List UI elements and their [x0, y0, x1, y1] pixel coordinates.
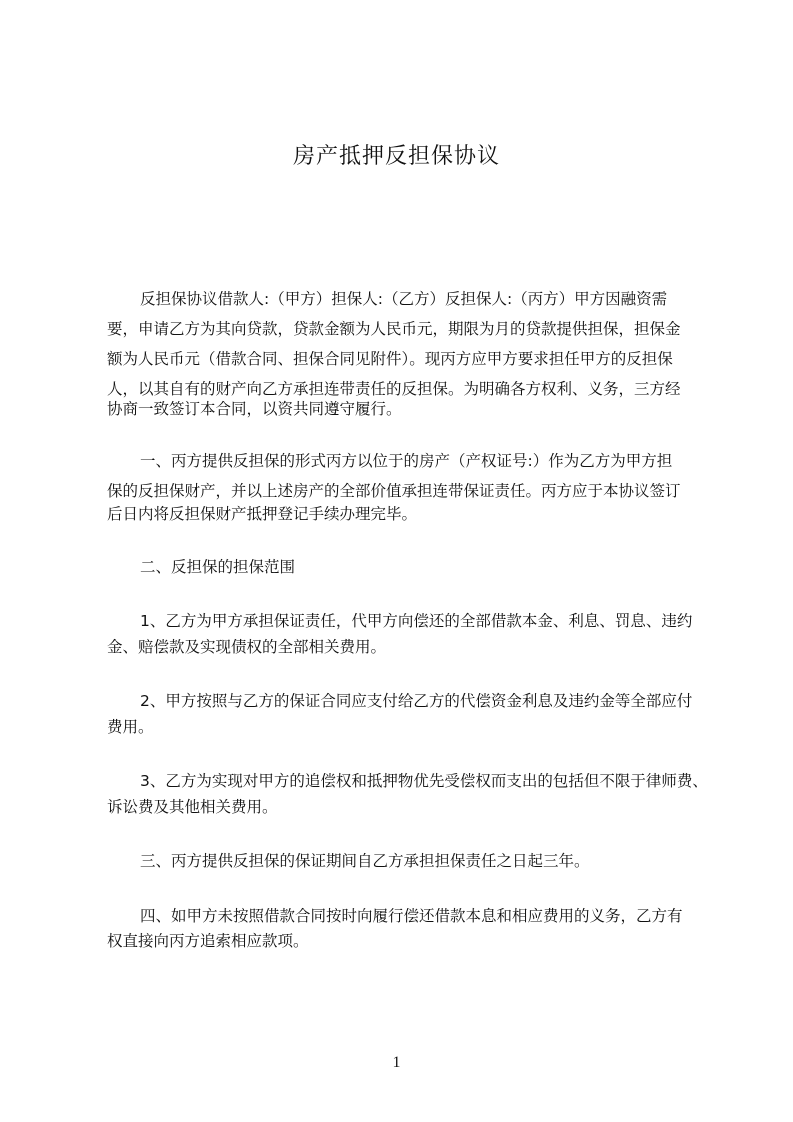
- paragraph-line: 要，申请乙方为其向贷款，贷款金额为人民币元，期限为月的贷款提供担保，担保金: [107, 320, 681, 338]
- paragraph-line: 人，以其自有的财产向乙方承担连带责任的反担保。为明确各方权利、义务，三方经: [107, 380, 681, 398]
- document-title: 房产抵押反担保协议: [292, 144, 500, 169]
- paragraph-line: 四、如甲方未按照借款合同按时向履行偿还借款本息和相应费用的义务，乙方有: [140, 907, 683, 925]
- paragraph-line: 诉讼费及其他相关费用。: [107, 798, 278, 816]
- paragraph-line: 金、赔偿款及实现债权的全部相关费用。: [107, 638, 387, 656]
- paragraph-line: 协商一致签订本合同，以资共同遵守履行。: [107, 400, 402, 418]
- paragraph-line: 一、丙方提供反担保的形式丙方以位于的房产（产权证号:）作为乙方为甲方担: [140, 452, 673, 470]
- paragraph-line: 反担保协议借款人:（甲方）担保人:（乙方）反担保人:（丙方）甲方因融资需: [140, 290, 668, 308]
- paragraph-line: 权直接向丙方追索相应款项。: [107, 932, 309, 950]
- paragraph-line: 1、乙方为甲方承担保证责任，代甲方向偿还的全部借款本金、利息、罚息、违约: [140, 612, 693, 630]
- paragraph-line: 二、反担保的担保范围: [140, 558, 296, 576]
- paragraph-line: 保的反担保财产，并以上述房产的全部价值承担连带保证责任。丙方应于本协议签订: [107, 482, 681, 500]
- paragraph-line: 3、乙方为实现对甲方的追偿权和抵押物优先受偿权而支出的包括但不限于律师费、: [140, 772, 708, 790]
- paragraph-line: 后日内将反担保财产抵押登记手续办理完毕。: [107, 505, 418, 523]
- paragraph-line: 额为人民币元（借款合同、担保合同见附件）。现丙方应甲方要求担任甲方的反担保: [107, 350, 673, 368]
- paragraph-line: 2、甲方按照与乙方的保证合同应支付给乙方的代偿资金利息及违约金等全部应付: [140, 692, 693, 710]
- paragraph-line: 三、丙方提供反担保的保证期间自乙方承担担保责任之日起三年。: [140, 852, 590, 870]
- page-number: 1: [392, 1054, 401, 1071]
- paragraph-line: 费用。: [107, 718, 154, 736]
